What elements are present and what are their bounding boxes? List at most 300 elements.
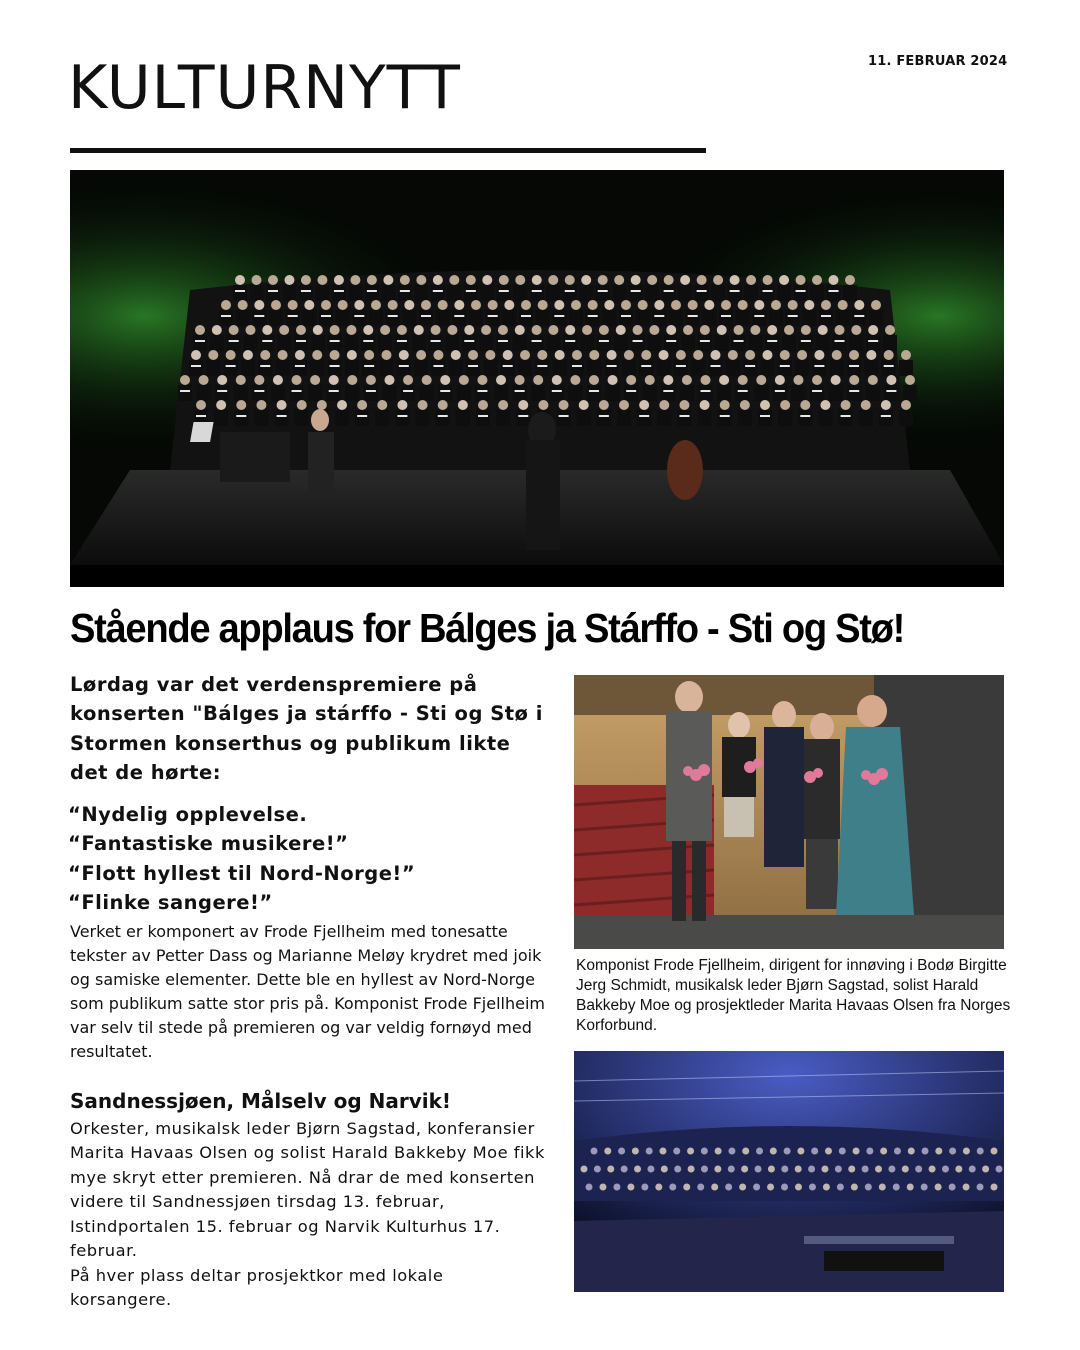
choir-singer-body xyxy=(310,360,324,376)
music-folder xyxy=(477,390,487,392)
orchestra-performer xyxy=(781,1184,788,1191)
choir-singer-body xyxy=(812,360,826,376)
choir-singer xyxy=(797,350,807,360)
choir-singer xyxy=(433,350,443,360)
choir-singer xyxy=(515,375,525,385)
choir-singer xyxy=(671,300,681,310)
choir-singer-body xyxy=(830,360,844,376)
choir-singer-body xyxy=(786,310,800,326)
choir-singer xyxy=(262,325,272,335)
music-folder xyxy=(191,365,201,367)
choir-singer xyxy=(728,350,738,360)
music-folder xyxy=(226,365,236,367)
music-folder xyxy=(334,290,344,292)
choir-singer-body xyxy=(502,310,516,326)
orchestra-performer xyxy=(594,1166,601,1173)
choir-singer-body xyxy=(744,285,758,301)
music-folder xyxy=(854,315,864,317)
music-folder xyxy=(639,415,649,417)
choir-singer xyxy=(608,375,618,385)
choir-singer xyxy=(243,350,253,360)
music-folder xyxy=(626,390,636,392)
choir-singer xyxy=(598,275,608,285)
choir-singer-body xyxy=(866,335,880,351)
choir-singer xyxy=(414,325,424,335)
choir-singer-body xyxy=(736,310,750,326)
music-folder xyxy=(397,340,407,342)
choir-singer xyxy=(317,400,327,410)
choir-singer-body xyxy=(674,360,688,376)
choir-singer-body xyxy=(308,385,322,401)
choir-singer xyxy=(515,325,525,335)
choir-singer xyxy=(619,400,629,410)
choir-singer-body xyxy=(365,285,379,301)
music-folder xyxy=(532,290,542,292)
choir-singer-body xyxy=(769,310,783,326)
choir-singer-body xyxy=(452,310,466,326)
choir-singer xyxy=(599,325,609,335)
choir-singer-body xyxy=(587,360,601,376)
orchestra-performer xyxy=(915,1166,922,1173)
hero-photo-choir xyxy=(70,170,1004,587)
choir-singer-body xyxy=(480,285,494,301)
orchestra-performer xyxy=(621,1166,628,1173)
choir-singer-body xyxy=(436,310,450,326)
choir-singer-body xyxy=(431,285,445,301)
orchestra-performer xyxy=(935,1184,942,1191)
orchestra-performer xyxy=(837,1184,844,1191)
choir-singer-body xyxy=(778,360,792,376)
music-folder xyxy=(321,315,331,317)
choir-singer-body xyxy=(335,410,349,426)
choir-singer xyxy=(366,375,376,385)
choir-singer xyxy=(812,375,822,385)
choir-singer xyxy=(454,300,464,310)
choir-singer xyxy=(812,275,822,285)
choir-singer xyxy=(548,325,558,335)
choir-singer-body xyxy=(299,285,313,301)
music-folder xyxy=(745,365,755,367)
choir-singer xyxy=(313,325,323,335)
music-folder xyxy=(849,365,859,367)
choir-singer-body xyxy=(462,335,476,351)
choir-singer-body xyxy=(379,360,393,376)
choir-singer-body xyxy=(464,285,478,301)
choir-singer xyxy=(199,375,209,385)
choir-singer xyxy=(537,350,547,360)
music-folder xyxy=(884,365,894,367)
music-folder xyxy=(763,290,773,292)
music-folder xyxy=(357,415,367,417)
choir-singer-body xyxy=(847,360,861,376)
choir-singer-body xyxy=(798,410,812,426)
choir-singer xyxy=(616,325,626,335)
orchestra-performer xyxy=(888,1166,895,1173)
choir-singer-body xyxy=(328,335,342,351)
music-folder xyxy=(288,315,298,317)
choir-singer xyxy=(599,400,609,410)
choir-singer xyxy=(278,350,288,360)
choir-singer-body xyxy=(605,360,619,376)
choir-singer xyxy=(845,275,855,285)
orchestra-performer xyxy=(607,1166,614,1173)
choir-singer xyxy=(397,400,407,410)
music-folder xyxy=(217,390,227,392)
orchestra-performer xyxy=(797,1148,804,1155)
article-body-tour: Orkester, musikalsk leder Bjørn Sagstad, konferansier Marita Havaas Olsen og solist Harald Bakkeby Moe fikk mye skryt etter premieren. Nå drar de med konserten videre til Sandnessjøen tirsdag 13. februar, Istindportalen 15. februar og Narvik Kulturhus 17. februar. På hver plass deltar prosjektkor med lokale korsangere. xyxy=(70,1119,545,1310)
choir-singer xyxy=(478,400,488,410)
choir-singer xyxy=(664,275,674,285)
choir-singer-body xyxy=(802,310,816,326)
choir-singer xyxy=(588,300,598,310)
orchestra-performer xyxy=(907,1184,914,1191)
choir-singer xyxy=(312,350,322,360)
choir-singer xyxy=(565,275,575,285)
music-folder xyxy=(775,390,785,392)
article-headline: Stående applaus for Bálges ja Stárffo - Sti og Stø! xyxy=(70,605,905,651)
music-folder xyxy=(868,340,878,342)
choir-singer-body xyxy=(513,285,527,301)
orchestra-performer xyxy=(902,1166,909,1173)
orchestra-stage-photo xyxy=(574,1051,1004,1292)
choir-singer xyxy=(347,350,357,360)
choir-singer-body xyxy=(717,385,731,401)
choir-singer-body xyxy=(552,310,566,326)
choir-singer-body xyxy=(219,310,233,326)
orchestra-performer xyxy=(586,1184,593,1191)
music-folder xyxy=(260,365,270,367)
choir-singer xyxy=(459,375,469,385)
choir-singer xyxy=(503,350,513,360)
choir-singer xyxy=(329,375,339,385)
music-folder xyxy=(363,340,373,342)
choir-singer xyxy=(754,300,764,310)
choir-singer-body xyxy=(859,410,873,426)
choir-singer xyxy=(801,325,811,335)
music-folder xyxy=(711,365,721,367)
choir-singer xyxy=(221,300,231,310)
choir-singer-body xyxy=(345,385,359,401)
choir-singer-body xyxy=(382,385,396,401)
article-subheading: Sandnessjøen, Målselv og Narvik! xyxy=(70,1089,452,1113)
music-folder xyxy=(565,290,575,292)
choir-singer xyxy=(284,275,294,285)
choir-singer-body xyxy=(420,385,434,401)
choir-singer-body xyxy=(657,360,671,376)
music-folder xyxy=(738,390,748,392)
orchestra-performer xyxy=(753,1184,760,1191)
choir-singer-body xyxy=(557,410,571,426)
music-folder xyxy=(565,340,575,342)
choir-singer xyxy=(682,375,692,385)
choir-singer xyxy=(273,375,283,385)
choir-singer xyxy=(740,400,750,410)
orchestra-performer xyxy=(996,1166,1003,1173)
choir-singer xyxy=(868,375,878,385)
choir-singer-body xyxy=(536,310,550,326)
choir-singer-body xyxy=(778,410,792,426)
music-folder xyxy=(598,290,608,292)
choir-singer-body xyxy=(497,285,511,301)
orchestra-performer xyxy=(683,1184,690,1191)
music-folder xyxy=(180,390,190,392)
choir-singer xyxy=(466,275,476,285)
orchestra-performer xyxy=(728,1166,735,1173)
orchestra-performer xyxy=(701,1148,708,1155)
choir-singer xyxy=(477,375,487,385)
choir-singer xyxy=(367,275,377,285)
choir-singer xyxy=(471,300,481,310)
choir-singer-body xyxy=(738,410,752,426)
choir-singer xyxy=(310,375,320,385)
music-folder xyxy=(532,340,542,342)
choir-singer-body xyxy=(436,410,450,426)
choir-singer xyxy=(730,275,740,285)
choir-singer-body xyxy=(294,335,308,351)
choir-singer xyxy=(520,350,530,360)
choir-singer-body xyxy=(816,335,830,351)
choir-singer xyxy=(236,375,246,385)
choir-singer-body xyxy=(596,285,610,301)
orchestra-performer xyxy=(701,1166,708,1173)
orchestra-performer xyxy=(632,1148,639,1155)
choir-singer xyxy=(654,300,664,310)
choir-singer-body xyxy=(535,360,549,376)
choir-singer-body xyxy=(456,410,470,426)
choir-singer-body xyxy=(580,335,594,351)
choir-singer xyxy=(841,400,851,410)
choir-singer-body xyxy=(597,410,611,426)
orchestra-performer xyxy=(908,1148,915,1155)
choir-singer-body xyxy=(777,285,791,301)
choir-singer-body xyxy=(617,410,631,426)
choir-singer xyxy=(793,375,803,385)
choir-singer xyxy=(235,275,245,285)
music-folder xyxy=(841,415,851,417)
choir-singer xyxy=(604,300,614,310)
choir-singer-body xyxy=(381,285,395,301)
choir-singer xyxy=(518,400,528,410)
choir-singer xyxy=(666,325,676,335)
choir-singer xyxy=(780,350,790,360)
quote-item: “Fantastiske musikere!” xyxy=(68,832,349,856)
choir-singer-body xyxy=(286,310,300,326)
choir-singer xyxy=(804,300,814,310)
choir-singer-body xyxy=(715,335,729,351)
choir-singer xyxy=(579,400,589,410)
choir-singer-body xyxy=(277,335,291,351)
choir-singer-body xyxy=(728,285,742,301)
choir-singer-body xyxy=(282,285,296,301)
choir-singer-body xyxy=(429,335,443,351)
choir-singer xyxy=(734,325,744,335)
choir-singer xyxy=(208,350,218,360)
choir-singer-body xyxy=(827,285,841,301)
music-folder xyxy=(734,340,744,342)
choir-singer-body xyxy=(698,410,712,426)
audience-quotes xyxy=(68,800,548,917)
choir-singer xyxy=(701,375,711,385)
choir-singer xyxy=(304,300,314,310)
article-lead xyxy=(70,670,550,787)
music-folder xyxy=(498,340,508,342)
orchestra-performer xyxy=(755,1166,762,1173)
choir-singer-body xyxy=(882,360,896,376)
choir-singer-body xyxy=(395,410,409,426)
choir-singer xyxy=(433,275,443,285)
music-folder xyxy=(664,290,674,292)
music-folder xyxy=(397,415,407,417)
choir-singer xyxy=(388,300,398,310)
choir-singer-body xyxy=(743,360,757,376)
choir-singer xyxy=(451,350,461,360)
choir-singer xyxy=(533,375,543,385)
choir-singer-body xyxy=(210,335,224,351)
choir-singer xyxy=(763,275,773,285)
choir-singer xyxy=(838,300,848,310)
music-folder xyxy=(679,415,689,417)
orchestra-performer xyxy=(982,1166,989,1173)
music-folder xyxy=(195,340,205,342)
choir-singer-body xyxy=(647,335,661,351)
choir-singer-body xyxy=(234,385,248,401)
choir-singer xyxy=(901,350,911,360)
choir-singer-body xyxy=(661,385,675,401)
choir-singer-body xyxy=(412,335,426,351)
music-folder xyxy=(554,315,564,317)
choir-singer xyxy=(431,325,441,335)
choir-singer-body xyxy=(680,385,694,401)
choir-singer-body xyxy=(438,385,452,401)
quote-item: “Flott hyllest til Nord-Norge!” xyxy=(68,861,416,885)
choir-singer xyxy=(626,375,636,385)
choir-singer-body xyxy=(233,285,247,301)
music-folder xyxy=(330,340,340,342)
choir-singer xyxy=(271,300,281,310)
choir-singer-body xyxy=(516,410,530,426)
choir-singer xyxy=(488,300,498,310)
choir-singer-body xyxy=(546,335,560,351)
choir-singer-body xyxy=(719,310,733,326)
orchestra-performer xyxy=(825,1148,832,1155)
music-folder xyxy=(621,315,631,317)
music-folder xyxy=(295,365,305,367)
choir-singer-body xyxy=(395,335,409,351)
choir-singer-body xyxy=(587,385,601,401)
choir-singer-body xyxy=(197,385,211,401)
choir-singer xyxy=(832,350,842,360)
orchestra-performer xyxy=(935,1148,942,1155)
music-folder xyxy=(518,415,528,417)
orchestra-performer xyxy=(659,1148,666,1155)
choir-singer xyxy=(251,275,261,285)
choir-singer-body xyxy=(819,310,833,326)
choir-singer-body xyxy=(519,310,533,326)
orchestra-performer xyxy=(949,1148,956,1155)
choir-singer-body xyxy=(847,385,861,401)
choir-singer-body xyxy=(586,310,600,326)
choir-singer xyxy=(552,375,562,385)
choir-singer xyxy=(719,375,729,385)
choir-singer xyxy=(788,300,798,310)
choir-singer-body xyxy=(726,360,740,376)
orchestra-performer xyxy=(641,1184,648,1191)
choir-singer xyxy=(633,325,643,335)
choir-singer-body xyxy=(639,360,653,376)
choir-singer-body xyxy=(810,385,824,401)
orchestra-performer xyxy=(875,1166,882,1173)
choir-singer-body xyxy=(657,410,671,426)
choir-singer xyxy=(767,325,777,335)
choir-singer xyxy=(403,375,413,385)
choir-singer-body xyxy=(669,310,683,326)
music-folder xyxy=(399,365,409,367)
choir-singer-body xyxy=(311,335,325,351)
choir-singer xyxy=(532,275,542,285)
orchestra-performer xyxy=(811,1148,818,1155)
orchestra-performer xyxy=(669,1184,676,1191)
orchestra-performer xyxy=(949,1184,956,1191)
choir-singer xyxy=(645,375,655,385)
music-folder xyxy=(367,290,377,292)
choir-singer-body xyxy=(550,385,564,401)
music-folder xyxy=(666,340,676,342)
music-folder xyxy=(503,365,513,367)
choir-singer xyxy=(704,300,714,310)
choir-singer-body xyxy=(496,410,510,426)
choir-singer xyxy=(800,400,810,410)
choir-singer xyxy=(292,375,302,385)
orchestra-performer xyxy=(581,1166,588,1173)
choir-singer-body xyxy=(765,335,779,351)
choir-singer xyxy=(871,300,881,310)
orchestra-performer xyxy=(795,1184,802,1191)
choir-singer-body xyxy=(699,385,713,401)
music-folder xyxy=(354,315,364,317)
choir-singer-body xyxy=(884,385,898,401)
music-folder xyxy=(829,290,839,292)
choir-singer-body xyxy=(266,285,280,301)
music-folder xyxy=(633,340,643,342)
orchestra-performer xyxy=(714,1166,721,1173)
choir-singer xyxy=(468,350,478,360)
orchestra-performer xyxy=(851,1184,858,1191)
choir-singer-body xyxy=(193,335,207,351)
orchestra-performer xyxy=(808,1166,815,1173)
choir-singer xyxy=(538,300,548,310)
choir-singer-body xyxy=(643,385,657,401)
choir-singer xyxy=(886,375,896,385)
choir-singer-body xyxy=(629,285,643,301)
orchestra-performer xyxy=(646,1148,653,1155)
orchestra-performer xyxy=(673,1148,680,1155)
music-folder xyxy=(268,290,278,292)
orchestra-performer xyxy=(893,1184,900,1191)
choir-singer xyxy=(700,325,710,335)
music-folder xyxy=(654,315,664,317)
choir-singer xyxy=(338,300,348,310)
choir-singer xyxy=(399,350,409,360)
choir-singer-body xyxy=(702,310,716,326)
choir-singer-body xyxy=(302,310,316,326)
choir-singer-body xyxy=(348,285,362,301)
choir-singer-body xyxy=(677,410,691,426)
music-folder xyxy=(292,390,302,392)
choir-singer xyxy=(364,350,374,360)
choir-singer xyxy=(350,275,360,285)
choir-singer-body xyxy=(241,360,255,376)
choir-singer xyxy=(464,325,474,335)
